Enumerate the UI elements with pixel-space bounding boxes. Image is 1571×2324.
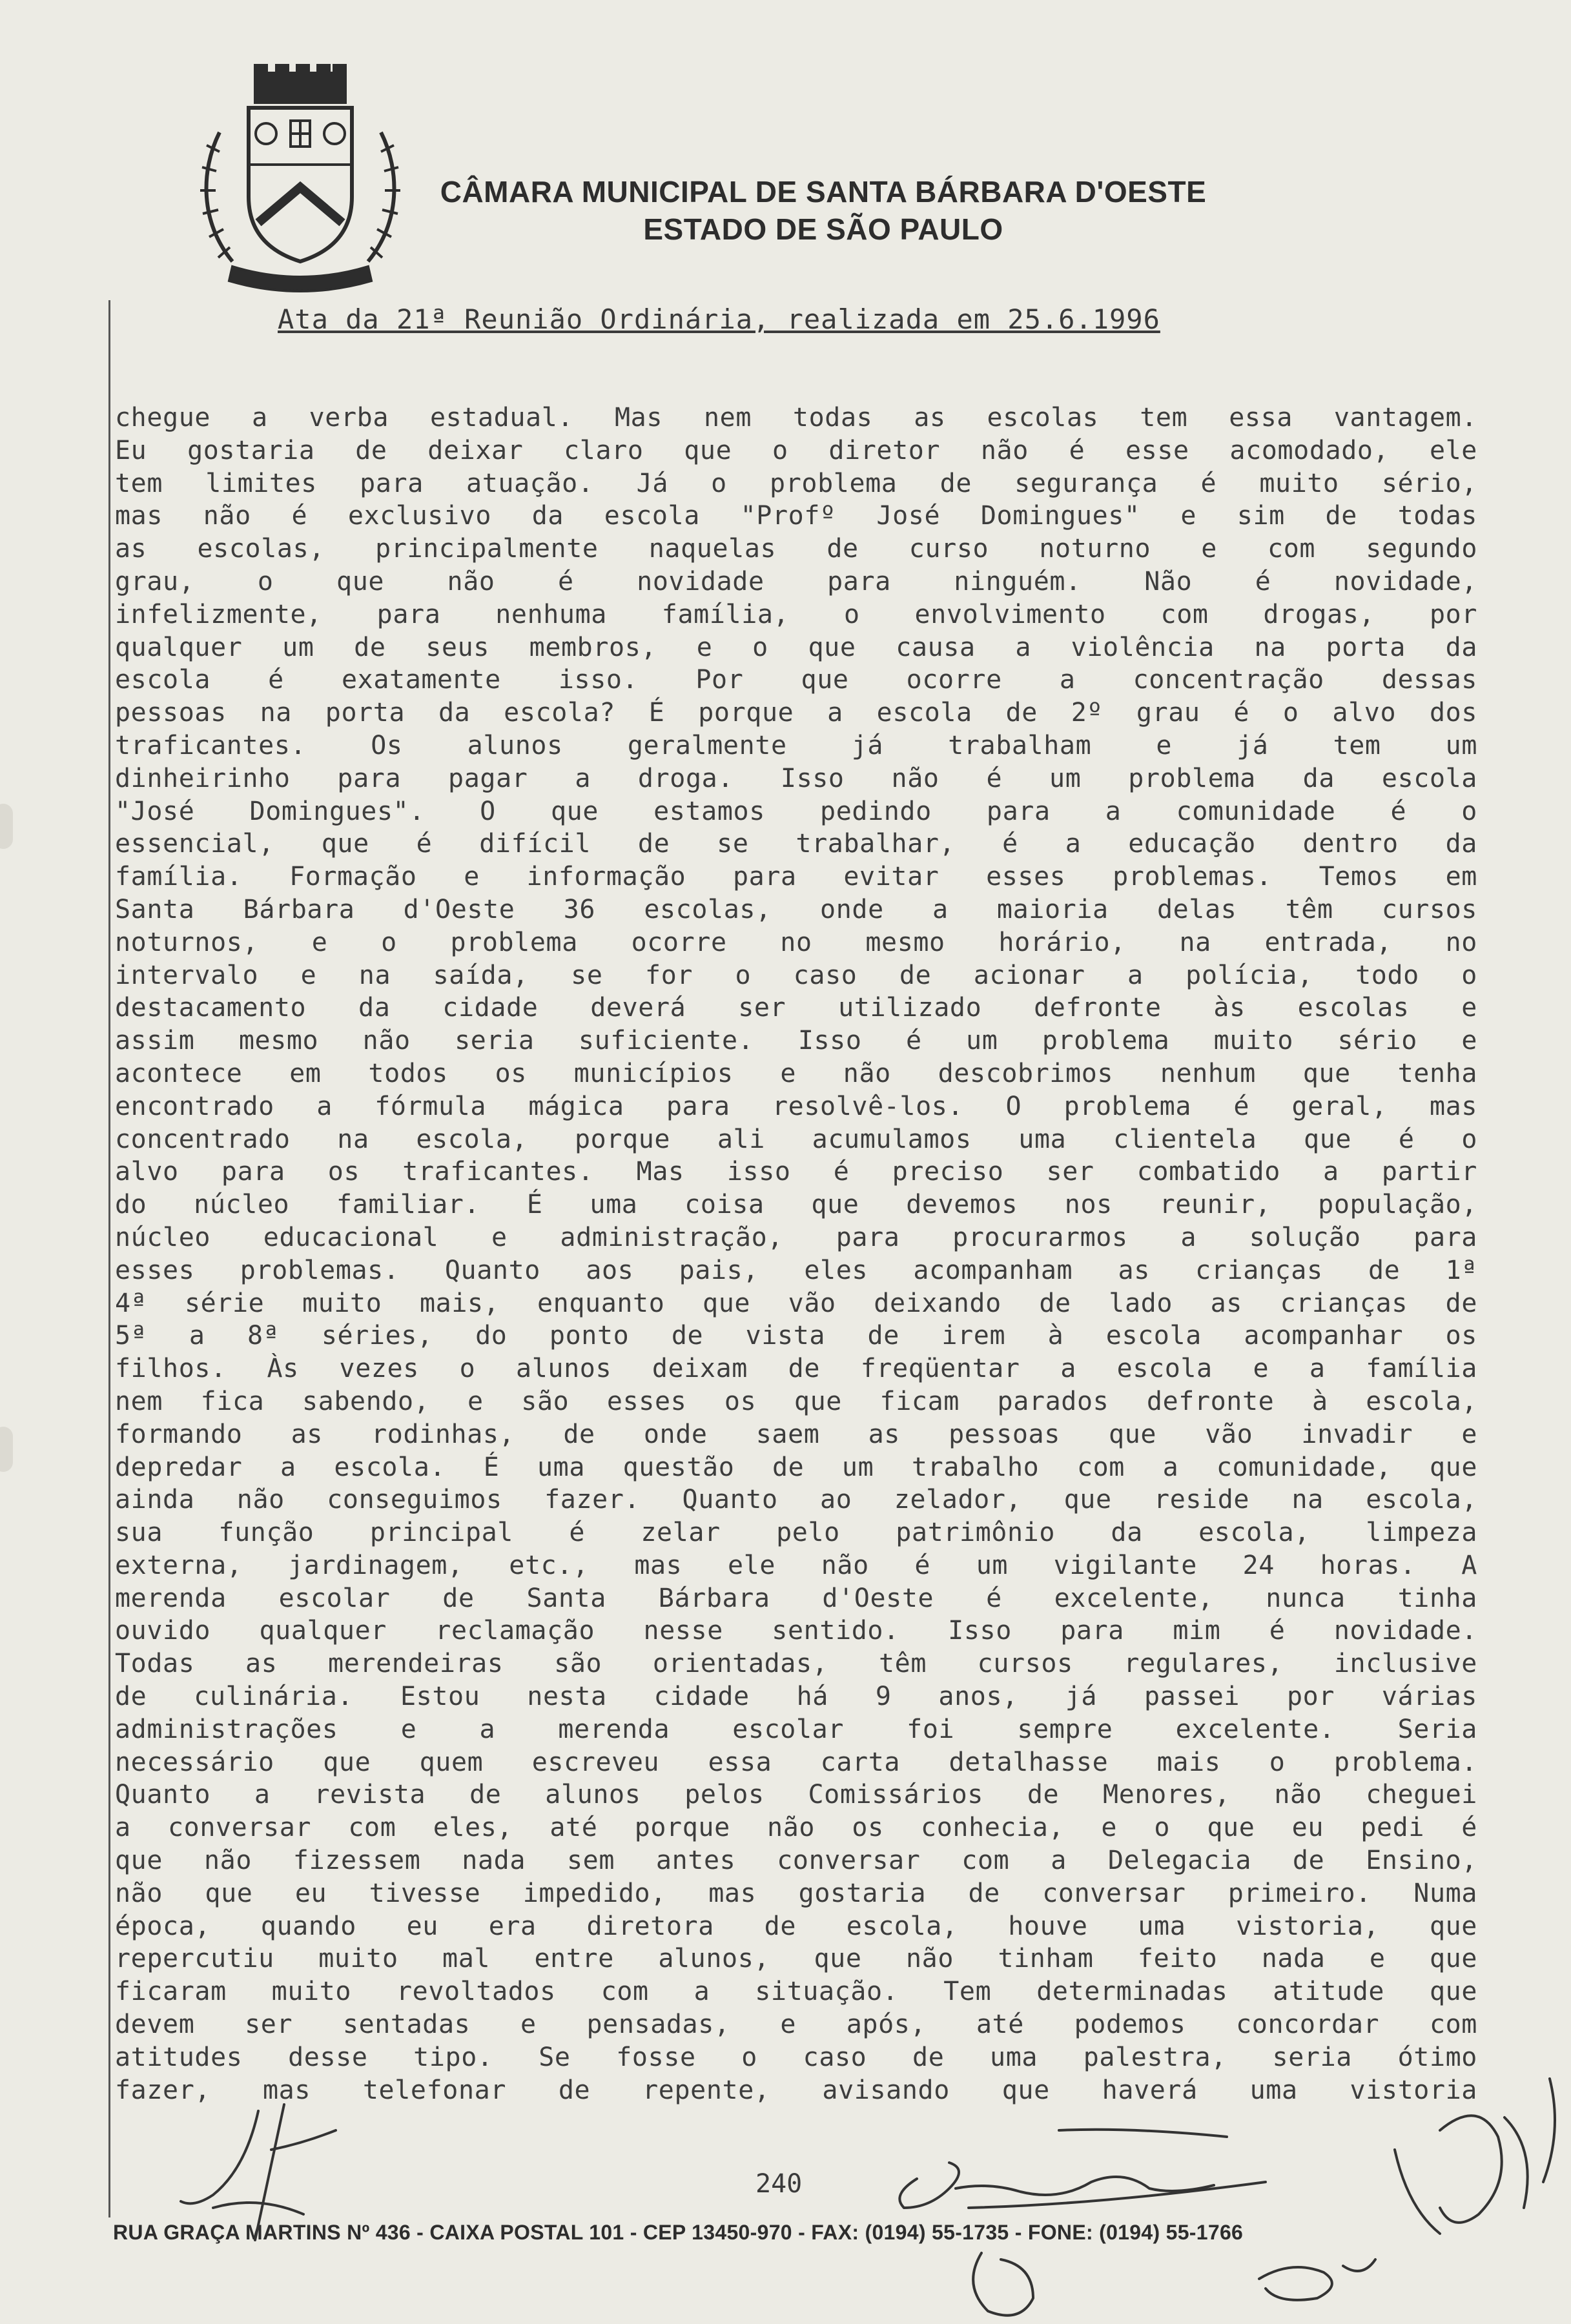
- text-line: ficaram muito revoltados com a situação. Tem determinadas atitude que: [115, 1977, 1477, 2007]
- text-line: 4ª série muito mais, enquanto que vão deixando de lado as crianças de: [115, 1288, 1477, 1318]
- text-line: destacamento da cidade deverá ser utilizado defronte às escolas e: [115, 993, 1477, 1023]
- text-line: Santa Bárbara d'Oeste 36 escolas, onde a maioria delas têm cursos: [115, 894, 1477, 924]
- text-line: sua função principal é zelar pelo patrimônio da escola, limpeza: [115, 1518, 1477, 1548]
- text-line: dinheirinho para pagar a droga. Isso não é um problema da escola: [115, 763, 1477, 793]
- text-line: que não fizessem nada sem antes conversar com a Delegacia de Ensino,: [115, 1846, 1477, 1876]
- text-line: atitudes desse tipo. Se fosse o caso de uma palestra, seria ótimo: [115, 2042, 1477, 2072]
- text-line: grau, o que não é novidade para ninguém. Não é novidade,: [115, 566, 1477, 596]
- text-line: concentrado na escola, porque ali acumulamos uma clientela que é o: [115, 1124, 1477, 1154]
- text-line: depredar a escola. É uma questão de um trabalho com a comunidade, que: [115, 1452, 1477, 1482]
- text-line: não que eu tivesse impedido, mas gostaria de conversar primeiro. Numa: [115, 1878, 1477, 1908]
- text-line: fazer, mas telefonar de repente, avisando que haverá uma vistoria: [115, 2075, 1477, 2105]
- footer-address: RUA GRAÇA MARTINS Nº 436 - CAIXA POSTAL 101 - CEP 13450-970 - FAX: (0194) 55-1735 - FONE: (0194) 55-1766: [113, 2221, 1244, 2244]
- text-line: pessoas na porta da escola? É porque a escola de 2º grau é o alvo dos: [115, 698, 1477, 728]
- text-line: necessário que quem escreveu essa carta detalhasse mais o problema.: [115, 1747, 1477, 1777]
- punch-hole: [0, 1427, 13, 1472]
- text-line: acontece em todos os municípios e não descobrimos nenhum que tenha: [115, 1058, 1477, 1088]
- text-line: Quanto a revista de alunos pelos Comissários de Menores, não cheguei: [115, 1780, 1477, 1810]
- text-line: encontrado a fórmula mágica para resolvê-los. O problema é geral, mas: [115, 1091, 1477, 1121]
- ata-heading: Ata da 21ª Reunião Ordinária, realizada em 25.6.1996: [278, 303, 1160, 335]
- text-line: escola é exatamente isso. Por que ocorre a concentração dessas: [115, 665, 1477, 695]
- margin-rule: [108, 300, 110, 2217]
- text-line: tem limites para atuação. Já o problema de segurança é muito sério,: [115, 468, 1477, 498]
- text-line: chegue a verba estadual. Mas nem todas as escolas tem essa vantagem.: [115, 403, 1477, 433]
- text-line: assim mesmo não seria suficiente. Isso é um problema muito sério e: [115, 1026, 1477, 1056]
- text-line: época, quando eu era diretora de escola, houve uma vistoria, que: [115, 1911, 1477, 1941]
- text-line: Eu gostaria de deixar claro que o diretor não é esse acomodado, ele: [115, 435, 1477, 465]
- text-line: administrações e a merenda escolar foi sempre excelente. Seria: [115, 1714, 1477, 1744]
- punch-hole: [0, 804, 13, 849]
- institution-name: CÂMARA MUNICIPAL DE SANTA BÁRBARA D'OESTE: [440, 175, 1207, 209]
- minutes-body: [115, 402, 1477, 2106]
- text-line: nem fica sabendo, e são esses os que ficam parados defronte à escola,: [115, 1386, 1477, 1416]
- text-line: intervalo e na saída, se for o caso de acionar a polícia, todo o: [115, 960, 1477, 990]
- text-line: repercutiu muito mal entre alunos, que não tinham feito nada e que: [115, 1944, 1477, 1974]
- text-line: 5ª a 8ª séries, do ponto de vista de irem à escola acompanhar os: [115, 1321, 1477, 1351]
- text-line: ainda não conseguimos fazer. Quanto ao zelador, que reside na escola,: [115, 1485, 1477, 1515]
- state-name: ESTADO DE SÃO PAULO: [643, 212, 1003, 246]
- text-line: família. Formação e informação para evitar esses problemas. Temos em: [115, 862, 1477, 892]
- text-line: noturnos, e o problema ocorre no mesmo horário, na entrada, no: [115, 927, 1477, 957]
- text-line: a conversar com eles, até porque não os conhecia, e o que eu pedi é: [115, 1813, 1477, 1843]
- text-line: formando as rodinhas, de onde saem as pessoas que vão invadir e: [115, 1419, 1477, 1449]
- text-line: esses problemas. Quanto aos pais, eles acompanham as crianças de 1ª: [115, 1255, 1477, 1285]
- text-line: merenda escolar de Santa Bárbara d'Oeste é excelente, nunca tinha: [115, 1583, 1477, 1613]
- text-line: mas não é exclusivo da escola "Profº José Domingues" e sim de todas: [115, 501, 1477, 531]
- text-line: núcleo educacional e administração, para procurarmos a solução para: [115, 1222, 1477, 1252]
- text-line: ouvido qualquer reclamação nesse sentido. Isso para mim é novidade.: [115, 1616, 1477, 1646]
- page-number: 240: [755, 2169, 803, 2199]
- text-line: Todas as merendeiras são orientadas, têm cursos regulares, inclusive: [115, 1649, 1477, 1679]
- municipal-crest-icon: [194, 61, 407, 294]
- text-line: do núcleo familiar. É uma coisa que devemos nos reunir, população,: [115, 1190, 1477, 1220]
- text-line: alvo para os traficantes. Mas isso é preciso ser combatido a partir: [115, 1157, 1477, 1187]
- text-line: "José Domingues". O que estamos pedindo para a comunidade é o: [115, 796, 1477, 826]
- text-line: filhos. Às vezes o alunos deixam de freqüentar a escola e a família: [115, 1354, 1477, 1384]
- text-line: infelizmente, para nenhuma família, o envolvimento com drogas, por: [115, 599, 1477, 629]
- text-line: as escolas, principalmente naquelas de curso noturno e com segundo: [115, 534, 1477, 564]
- text-line: qualquer um de seus membros, e o que causa a violência na porta da: [115, 632, 1477, 662]
- text-line: externa, jardinagem, etc., mas ele não é um vigilante 24 horas. A: [115, 1550, 1477, 1580]
- text-line: traficantes. Os alunos geralmente já trabalham e já tem um: [115, 730, 1477, 760]
- text-line: de culinária. Estou nesta cidade há 9 anos, já passei por várias: [115, 1682, 1477, 1712]
- text-line: essencial, que é difícil de se trabalhar, é a educação dentro da: [115, 829, 1477, 859]
- text-line: devem ser sentadas e pensadas, e após, até podemos concordar com: [115, 2010, 1477, 2040]
